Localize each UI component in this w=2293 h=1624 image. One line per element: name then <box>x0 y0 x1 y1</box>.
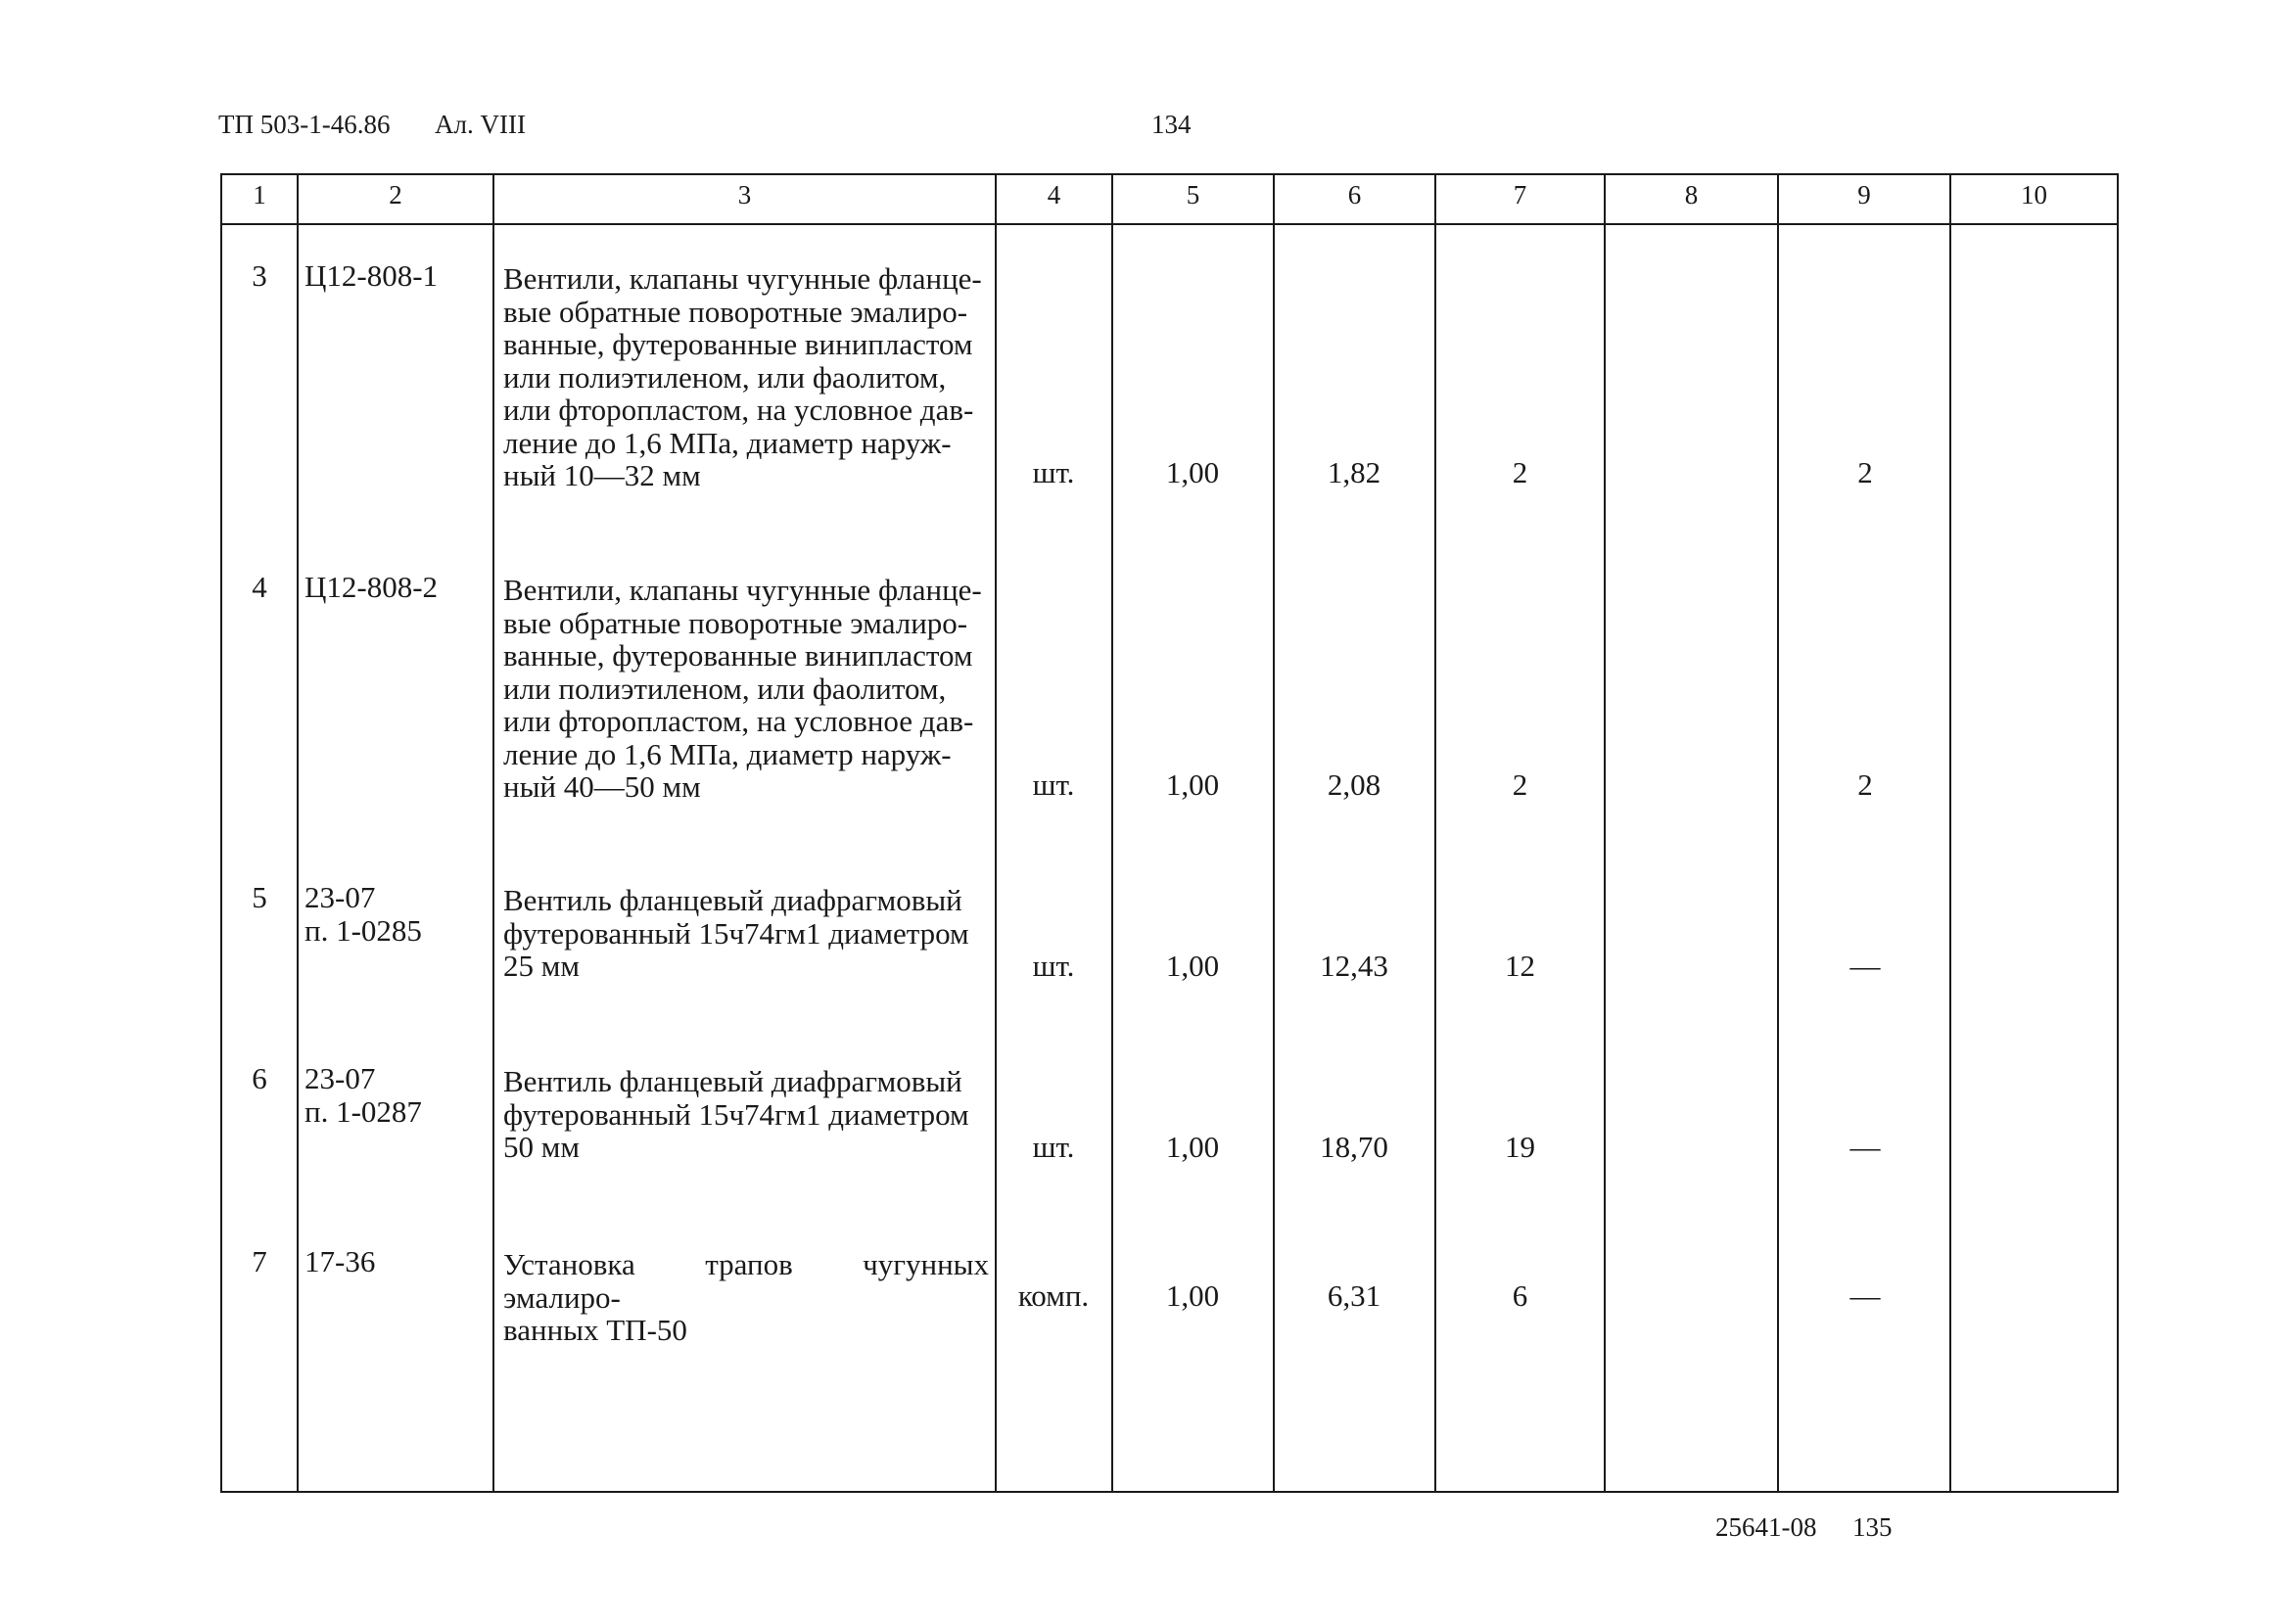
quantity: 1,00 <box>1165 949 1220 983</box>
column-number: 8 <box>1684 180 1699 209</box>
sheet-label: Ал. VIII <box>435 110 526 139</box>
column-divider <box>492 173 494 1493</box>
quantity: 1,00 <box>1165 1130 1220 1164</box>
value-col9: 2 <box>1857 767 1873 802</box>
column-number: 6 <box>1347 180 1362 209</box>
value-col9: — <box>1849 949 1881 983</box>
unit: шт. <box>1032 767 1075 802</box>
value-col7: 12 <box>1505 949 1535 983</box>
value-col6: 6,31 <box>1327 1278 1381 1313</box>
column-divider <box>297 173 299 1493</box>
unit: комп. <box>1017 1278 1090 1313</box>
value-col9: — <box>1849 1130 1881 1164</box>
row-number: 3 <box>252 258 267 293</box>
column-divider <box>1949 173 1951 1493</box>
rate-code: 17-36 <box>304 1244 376 1278</box>
column-number: 10 <box>2021 180 2047 209</box>
value-col7: 6 <box>1512 1278 1528 1313</box>
column-number: 7 <box>1513 180 1527 209</box>
rate-code: 23-07 п. 1-0287 <box>304 1061 422 1129</box>
unit: шт. <box>1032 1130 1075 1164</box>
column-divider <box>1434 173 1436 1493</box>
value-col6: 12,43 <box>1320 949 1388 983</box>
item-description: Установка трапов чугунных эмалиро- ванных ТП-50 <box>503 1247 989 1347</box>
row-number: 6 <box>252 1061 267 1095</box>
item-description: Вентили, клапаны чугунные фланце- вые обратные поворотные эмалиро- ванные, футерованные винипластом или полиэтиленом, или фаолитом, или фторопластом, на условное дав- ление до 1,6 МПа, диаметр наруж- ный 10—32 мм <box>503 261 982 492</box>
row-number: 4 <box>252 570 267 604</box>
column-divider <box>1604 173 1606 1493</box>
document-code: ТП 503-1-46.86 <box>218 110 391 139</box>
column-number: 1 <box>253 180 266 209</box>
footer-code: 25641-08 <box>1715 1512 1817 1542</box>
column-number: 2 <box>389 180 402 209</box>
unit: шт. <box>1032 455 1075 489</box>
rate-code: Ц12-808-2 <box>304 570 439 604</box>
column-divider <box>1111 173 1113 1493</box>
quantity: 1,00 <box>1165 455 1220 489</box>
column-divider <box>1273 173 1275 1493</box>
value-col7: 2 <box>1512 455 1528 489</box>
item-description: Вентиль фланцевый диафрагмовый футерованный 15ч74гм1 диаметром 50 мм <box>503 1064 969 1164</box>
value-col7: 19 <box>1505 1130 1535 1164</box>
quantity: 1,00 <box>1165 1278 1220 1313</box>
value-col9: 2 <box>1857 455 1873 489</box>
column-number: 5 <box>1186 180 1200 209</box>
column-number: 3 <box>737 180 752 209</box>
column-number: 4 <box>1047 180 1061 209</box>
value-col6: 1,82 <box>1327 455 1381 489</box>
rate-code: 23-07 п. 1-0285 <box>304 880 422 948</box>
row-number: 5 <box>252 880 267 914</box>
value-col6: 18,70 <box>1320 1130 1388 1164</box>
value-col9: — <box>1849 1278 1881 1313</box>
column-divider <box>1777 173 1779 1493</box>
value-col7: 2 <box>1512 767 1528 802</box>
item-description: Вентиль фланцевый диафрагмовый футерованный 15ч74гм1 диаметром 25 мм <box>503 883 969 983</box>
page-number: 134 <box>1151 110 1192 139</box>
unit: шт. <box>1032 949 1075 983</box>
value-col6: 2,08 <box>1327 767 1381 802</box>
quantity: 1,00 <box>1165 767 1220 802</box>
row-number: 7 <box>252 1244 267 1278</box>
footer-page-number: 135 <box>1852 1512 1893 1542</box>
column-number: 9 <box>1857 180 1871 209</box>
item-description: Вентили, клапаны чугунные фланце- вые обратные поворотные эмалиро- ванные, футерованные винипластом или полиэтиленом, или фаолитом, или фторопластом, на условное дав- ление до 1,6 МПа, диаметр наруж- ный 40—50 мм <box>503 573 982 804</box>
rate-code: Ц12-808-1 <box>304 258 439 293</box>
header-row-divider <box>220 223 2119 225</box>
column-divider <box>995 173 997 1493</box>
